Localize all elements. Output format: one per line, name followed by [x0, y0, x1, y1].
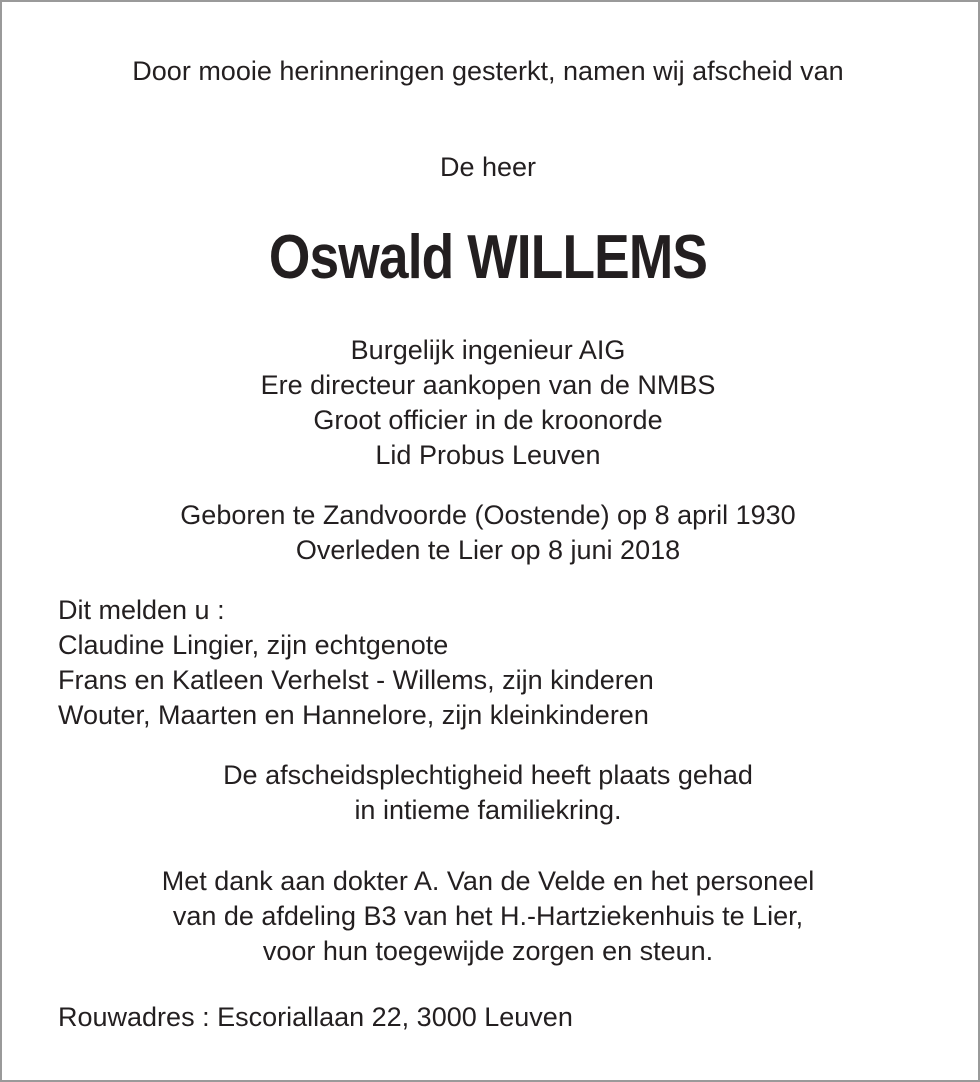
deceased-name: Oswald WILLEMS — [268, 223, 708, 292]
family-intro: Dit melden u : — [58, 595, 225, 625]
salutation: De heer — [439, 152, 537, 182]
family-member: Claudine Lingier, zijn echtgenote — [58, 630, 449, 660]
thanks-line: voor hun toegewijde zorgen en steun. — [262, 936, 714, 966]
title-line: Lid Probus Leuven — [375, 440, 601, 470]
thanks-line: Met dank aan dokter A. Van de Velde en het personeel — [161, 866, 815, 896]
birth-line: Geboren te Zandvoorde (Oostende) op 8 april 1930 — [180, 500, 796, 530]
mourning-address: Rouwadres : Escoriallaan 22, 3000 Leuven — [58, 1002, 573, 1032]
ceremony-line: De afscheidsplechtigheid heeft plaats gehad — [223, 760, 753, 790]
family-member: Wouter, Maarten en Hannelore, zijn kleinkinderen — [58, 700, 649, 730]
title-line: Ere directeur aankopen van de NMBS — [260, 370, 716, 400]
thanks-line: van de afdeling B3 van het H.-Hartziekenhuis te Lier, — [172, 901, 804, 931]
title-line: Groot officier in de kroonorde — [313, 405, 663, 435]
ceremony-line: in intieme familiekring. — [354, 795, 622, 825]
family-member: Frans en Katleen Verhelst - Willems, zijn kinderen — [58, 665, 654, 695]
death-line: Overleden te Lier op 8 juni 2018 — [295, 535, 681, 565]
title-line: Burgelijk ingenieur AIG — [350, 335, 626, 365]
intro-text: Door mooie herinneringen gesterkt, namen wij afscheid van — [132, 56, 844, 86]
